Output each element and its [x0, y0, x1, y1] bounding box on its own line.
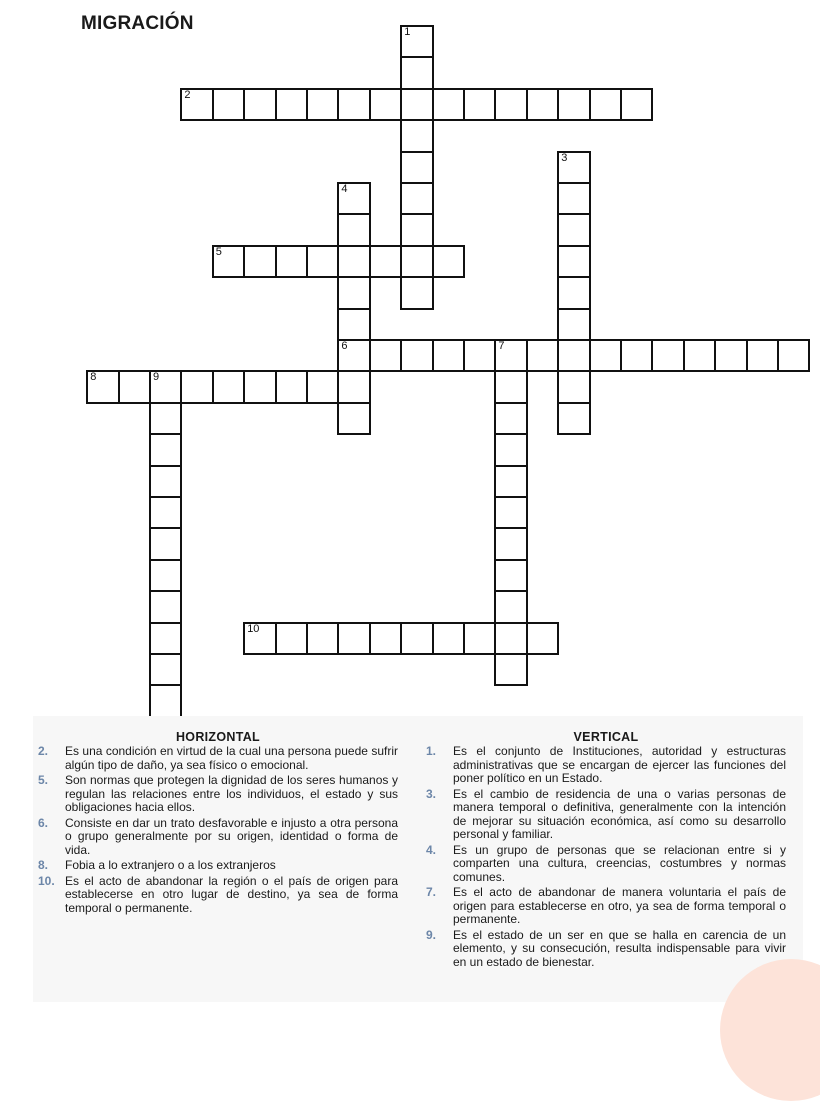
crossword-cell[interactable] — [400, 88, 433, 121]
clue-text: Es el cambio de residencia de una o varias personas de manera temporal o definitiva, generalmente con la intención de mejorar su situación económica, así como su desarrollo personal y familiar. — [453, 786, 786, 841]
clue-item — [426, 929, 786, 970]
clue-number: 10. — [38, 873, 55, 888]
crossword-cell[interactable] — [337, 622, 370, 655]
horizontal-heading: HORIZONTAL — [175, 730, 260, 744]
crossword-cell[interactable] — [149, 590, 182, 623]
crossword-cell[interactable] — [337, 339, 370, 372]
crossword-cell[interactable] — [557, 308, 590, 341]
clue-number-label: 4 — [341, 183, 348, 195]
crossword-cell[interactable] — [400, 622, 433, 655]
clue-item — [38, 859, 398, 873]
crossword-cell[interactable] — [557, 151, 590, 184]
crossword-cell[interactable] — [243, 88, 276, 121]
crossword-cell[interactable] — [432, 622, 465, 655]
clue-text: Es un grupo de personas que se relacionan entre si y comparten una cultura, creencias, costumbres y normas comunes. — [453, 842, 786, 884]
clue-number: 9. — [426, 927, 437, 942]
clue-text: Es el conjunto de Instituciones, autoridad y estructuras administrativas que se encargan de ejercer las funciones del poner político en un Estado. — [453, 744, 786, 785]
clue-text: Es el estado de un ser en que se halla en carencia de un elemento, y su consecución, resulta indispensable para vivir en un estado de bienestar. — [453, 927, 786, 969]
crossword-cell[interactable] — [306, 622, 339, 655]
clue-number-label: 2 — [184, 88, 191, 101]
crossword-cell[interactable] — [337, 245, 370, 278]
crossword-cell[interactable] — [337, 402, 370, 435]
crossword-cell[interactable] — [306, 370, 339, 403]
crossword-cell[interactable] — [243, 370, 276, 403]
crossword-cell[interactable] — [86, 370, 119, 403]
crossword-cell[interactable] — [557, 339, 590, 372]
crossword-cell[interactable] — [369, 622, 402, 655]
crossword-cell[interactable] — [494, 402, 527, 435]
crossword-cell[interactable] — [557, 370, 590, 403]
clue-item — [38, 817, 398, 858]
crossword-cell[interactable] — [180, 370, 213, 403]
crossword-cell[interactable] — [557, 276, 590, 309]
clue-text: Fobia a lo extranjero o a los extranjeros — [65, 858, 276, 872]
crossword-cell[interactable] — [180, 88, 213, 121]
crossword-cell[interactable] — [118, 370, 151, 403]
crossword-cell[interactable] — [400, 56, 433, 89]
crossword-cell[interactable] — [243, 622, 276, 655]
crossword-cell[interactable] — [149, 402, 182, 435]
clue-item — [426, 844, 786, 885]
clue-number-label: 8 — [90, 371, 97, 384]
crossword-cell[interactable] — [212, 370, 245, 403]
crossword-cell[interactable] — [275, 370, 308, 403]
crossword-cell[interactable] — [149, 465, 182, 498]
crossword-cell[interactable] — [400, 213, 433, 246]
crossword-cell[interactable] — [306, 88, 339, 121]
crossword-cell[interactable] — [494, 339, 527, 372]
crossword-cell[interactable] — [526, 339, 559, 372]
clue-number: 7. — [426, 885, 437, 899]
crossword-cell[interactable] — [620, 339, 653, 372]
crossword-cell[interactable] — [212, 88, 245, 121]
crossword-cell[interactable] — [337, 182, 370, 215]
crossword-cell[interactable] — [400, 25, 433, 58]
crossword-cell[interactable] — [494, 653, 527, 686]
crossword-cell[interactable] — [463, 339, 496, 372]
clue-item — [38, 745, 398, 772]
crossword-cell[interactable] — [149, 559, 182, 592]
crossword-cell[interactable] — [494, 622, 527, 655]
crossword-cell[interactable] — [651, 339, 684, 372]
crossword-cell[interactable] — [526, 622, 559, 655]
crossword-cell[interactable] — [275, 245, 308, 278]
crossword-cell[interactable] — [463, 88, 496, 121]
crossword-cell[interactable] — [746, 339, 779, 372]
crossword-cell[interactable] — [337, 276, 370, 309]
vertical-clues — [426, 730, 786, 971]
clue-text: Consiste en dar un trato desfavorable e injusto a otra persona o grupo generalmente por su origen, identidad o forma de vida. — [65, 815, 398, 857]
clue-item — [426, 788, 786, 842]
crossword-cell[interactable] — [400, 245, 433, 278]
vertical-heading: VERTICAL — [573, 730, 639, 744]
clue-number: 1. — [426, 744, 437, 758]
clue-number: 3. — [426, 786, 437, 801]
crossword-cell[interactable] — [149, 653, 182, 686]
crossword-cell[interactable] — [149, 370, 182, 403]
clue-number-label: 7 — [498, 340, 505, 352]
page-title: MIGRACIÓN — [81, 13, 194, 34]
crossword-cell[interactable] — [620, 88, 653, 121]
crossword-cell[interactable] — [494, 370, 527, 403]
crossword-cell[interactable] — [306, 245, 339, 278]
clue-number: 5. — [38, 773, 49, 787]
crossword-cell[interactable] — [494, 496, 527, 529]
clue-item — [38, 774, 398, 815]
clue-item — [426, 886, 786, 927]
clue-number-label: 1 — [404, 26, 411, 38]
crossword-cell[interactable] — [494, 433, 527, 466]
crossword-cell[interactable] — [557, 245, 590, 278]
horizontal-clues — [38, 730, 398, 917]
crossword-cell[interactable] — [369, 88, 402, 121]
crossword-cell[interactable] — [494, 527, 527, 560]
crossword-cell[interactable] — [714, 339, 747, 372]
clue-number: 6. — [38, 815, 49, 830]
crossword-cell[interactable] — [526, 88, 559, 121]
crossword-cell[interactable] — [683, 339, 716, 372]
crossword-cell[interactable] — [149, 622, 182, 655]
crossword-cell[interactable] — [494, 590, 527, 623]
crossword-cell[interactable] — [777, 339, 810, 372]
clue-number-label: 5 — [215, 245, 222, 258]
clue-number-label: 6 — [341, 340, 348, 352]
crossword-cell[interactable] — [589, 88, 622, 121]
crossword-cell[interactable] — [243, 245, 276, 278]
crossword-cell[interactable] — [400, 276, 433, 309]
crossword-cell[interactable] — [494, 465, 527, 498]
clue-item — [426, 745, 786, 786]
crossword-cell[interactable] — [557, 402, 590, 435]
crossword-cell[interactable] — [400, 151, 433, 184]
clue-item — [38, 875, 398, 916]
crossword-cell[interactable] — [400, 182, 433, 215]
crossword-cell[interactable] — [149, 433, 182, 466]
crossword-cell[interactable] — [149, 527, 182, 560]
crossword-cell[interactable] — [557, 182, 590, 215]
clue-number: 2. — [38, 744, 49, 758]
crossword-cell[interactable] — [337, 213, 370, 246]
crossword-cell[interactable] — [400, 339, 433, 372]
clue-number-label: 10 — [247, 622, 260, 635]
clue-text: Es el acto de abandonar de manera voluntaria el país de origen para establecerse en otro, ya sea de forma temporal o permanente. — [453, 885, 786, 926]
crossword-cell[interactable] — [589, 339, 622, 372]
clue-text: Son normas que protegen la dignidad de los seres humanos y regulan las relaciones entre los individuos, el estado y sus obligaciones hacia ellos. — [65, 773, 398, 814]
clue-number: 8. — [38, 858, 49, 872]
crossword-cell[interactable] — [275, 88, 308, 121]
crossword-cell[interactable] — [369, 245, 402, 278]
crossword-cell[interactable] — [432, 88, 465, 121]
crossword-cell[interactable] — [463, 622, 496, 655]
crossword-cell[interactable] — [275, 622, 308, 655]
clue-number-label: 3 — [561, 151, 568, 164]
crossword-cell[interactable] — [337, 370, 370, 403]
crossword-cell[interactable] — [337, 308, 370, 341]
crossword-cell[interactable] — [149, 496, 182, 529]
crossword-cell[interactable] — [432, 339, 465, 372]
crossword-cell[interactable] — [494, 88, 527, 121]
crossword-cell[interactable] — [494, 559, 527, 592]
crossword-cell[interactable] — [432, 245, 465, 278]
crossword-cell[interactable] — [557, 213, 590, 246]
crossword-cell[interactable] — [400, 119, 433, 152]
crossword-cell[interactable] — [369, 339, 402, 372]
crossword-cell[interactable] — [212, 245, 245, 278]
crossword-cell[interactable] — [149, 684, 182, 717]
crossword-cell[interactable] — [557, 88, 590, 121]
clue-text: Es el acto de abandonar la región o el país de origen para establecerse en otro lugar de destino, ya sea de forma temporal o permanente. — [65, 873, 398, 915]
clue-text: Es una condición en virtud de la cual una persona puede sufrir algún tipo de daño, ya sea físico o emocional. — [65, 744, 398, 772]
clue-number: 4. — [426, 842, 437, 857]
crossword-cell[interactable] — [337, 88, 370, 121]
clue-number-label: 9 — [153, 371, 160, 384]
